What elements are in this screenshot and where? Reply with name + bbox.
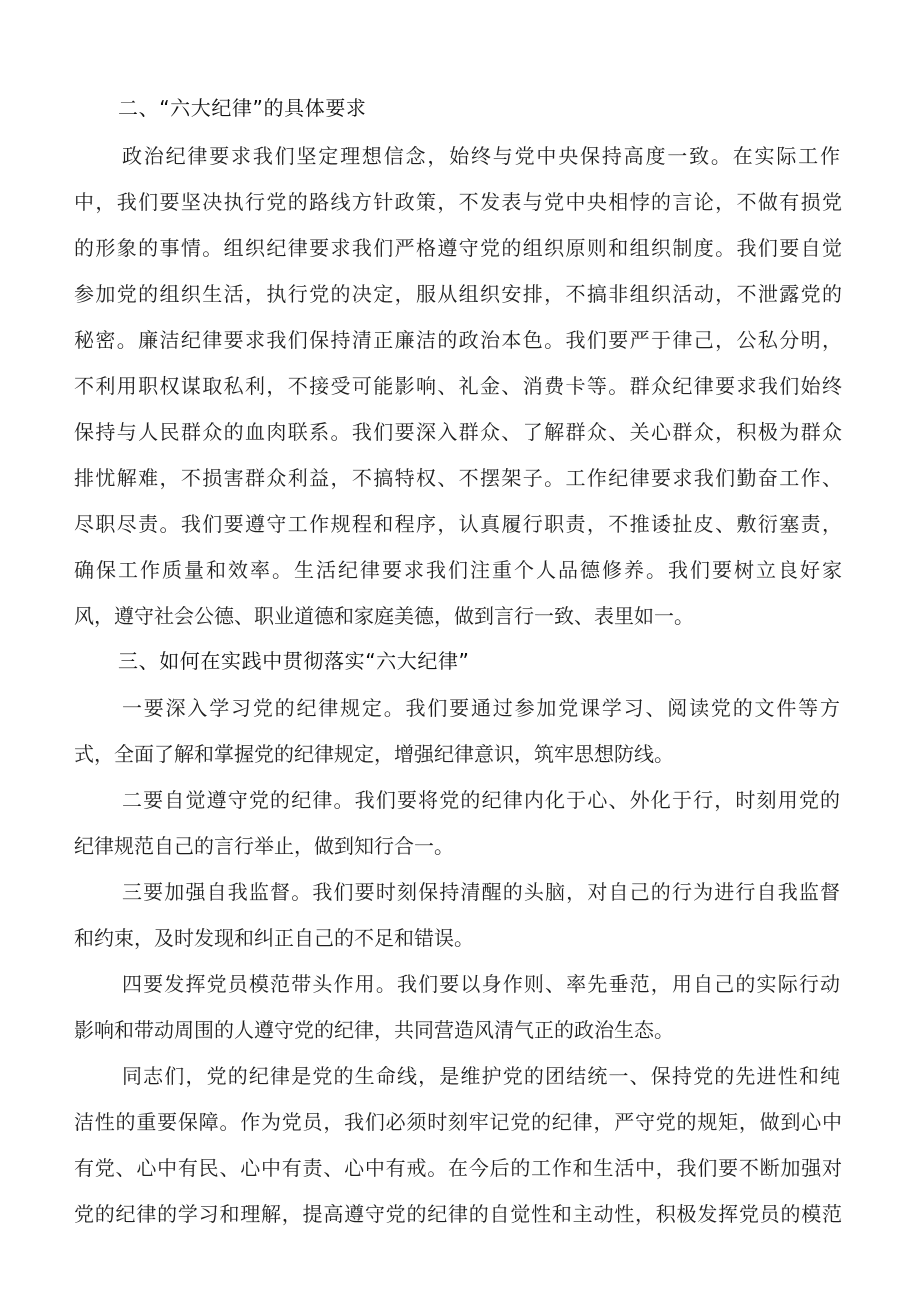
- paragraph-line: 一要深入学习党的纪律规定。我们要通过参加党课学习、阅读党的文件等方: [122, 696, 840, 720]
- paragraph-line: 排忧解难，不损害群众利益，不搞特权、不摆架子。工作纪律要求我们勤奋工作、: [74, 466, 842, 490]
- paragraph-line: 秘密。廉洁纪律要求我们保持清正廉洁的政治本色。我们要严于律己，公私分明，: [74, 328, 842, 352]
- paragraph-line: 党的纪律的学习和理解，提高遵守党的纪律的自觉性和主动性，积极发挥党员的模范: [74, 1202, 842, 1226]
- paragraph-line: 保持与人民群众的血肉联系。我们要深入群众、了解群众、关心群众，积极为群众: [74, 420, 842, 444]
- paragraph-line: 和约束，及时发现和纠正自己的不足和错误。: [74, 926, 474, 950]
- paragraph-line: 三要加强自我监督。我们要时刻保持清醒的头脑，对自己的行为进行自我监督: [122, 880, 840, 904]
- paragraph-line: 中，我们要坚决执行党的路线方针政策，不发表与党中央相悖的言论，不做有损党: [74, 190, 842, 214]
- paragraph-line: 二要自觉遵守党的纪律。我们要将党的纪律内化于心、外化于行，时刻用党的: [122, 788, 840, 812]
- paragraph-line: 的形象的事情。组织纪律要求我们严格遵守党的组织原则和组织制度。我们要自觉: [74, 236, 842, 260]
- paragraph-line: 尽职尽责。我们要遵守工作规程和程序，认真履行职责，不推诿扯皮、敷衍塞责，: [74, 512, 842, 536]
- paragraph-line: 政治纪律要求我们坚定理想信念，始终与党中央保持高度一致。在实际工作: [122, 144, 840, 168]
- paragraph-line: 式，全面了解和掌握党的纪律规定，增强纪律意识，筑牢思想防线。: [74, 742, 674, 766]
- section-heading-3: 三、如何在实践中贯彻落实“六大纪律”: [118, 649, 470, 673]
- paragraph-line: 有党、心中有民、心中有责、心中有戒。在今后的工作和生活中，我们要不断加强对: [74, 1156, 842, 1180]
- paragraph-line: 四要发挥党员模范带头作用。我们要以身作则、率先垂范，用自己的实际行动: [122, 972, 840, 996]
- paragraph-line: 影响和带动周围的人遵守党的纪律，共同营造风清气正的政治生态。: [74, 1018, 674, 1042]
- paragraph-line: 纪律规范自己的言行举止，做到知行合一。: [74, 834, 454, 858]
- paragraph-line: 不利用职权谋取私利，不接受可能影响、礼金、消费卡等。群众纪律要求我们始终: [74, 374, 842, 398]
- section-heading-2: 二、“六大纪律”的具体要求: [118, 96, 367, 120]
- paragraph-line: 参加党的组织生活，执行党的决定，服从组织安排，不搞非组织活动，不泄露党的: [74, 282, 842, 306]
- paragraph-line: 确保工作质量和效率。生活纪律要求我们注重个人品德修养。我们要树立良好家: [74, 558, 842, 582]
- paragraph-line: 洁性的重要保障。作为党员，我们必须时刻牢记党的纪律，严守党的规矩，做到心中: [74, 1110, 842, 1134]
- paragraph-line: 同志们，党的纪律是党的生命线，是维护党的团结统一、保持党的先进性和纯: [122, 1064, 840, 1088]
- paragraph-line: 风，遵守社会公德、职业道德和家庭美德，做到言行一致、表里如一。: [74, 604, 694, 628]
